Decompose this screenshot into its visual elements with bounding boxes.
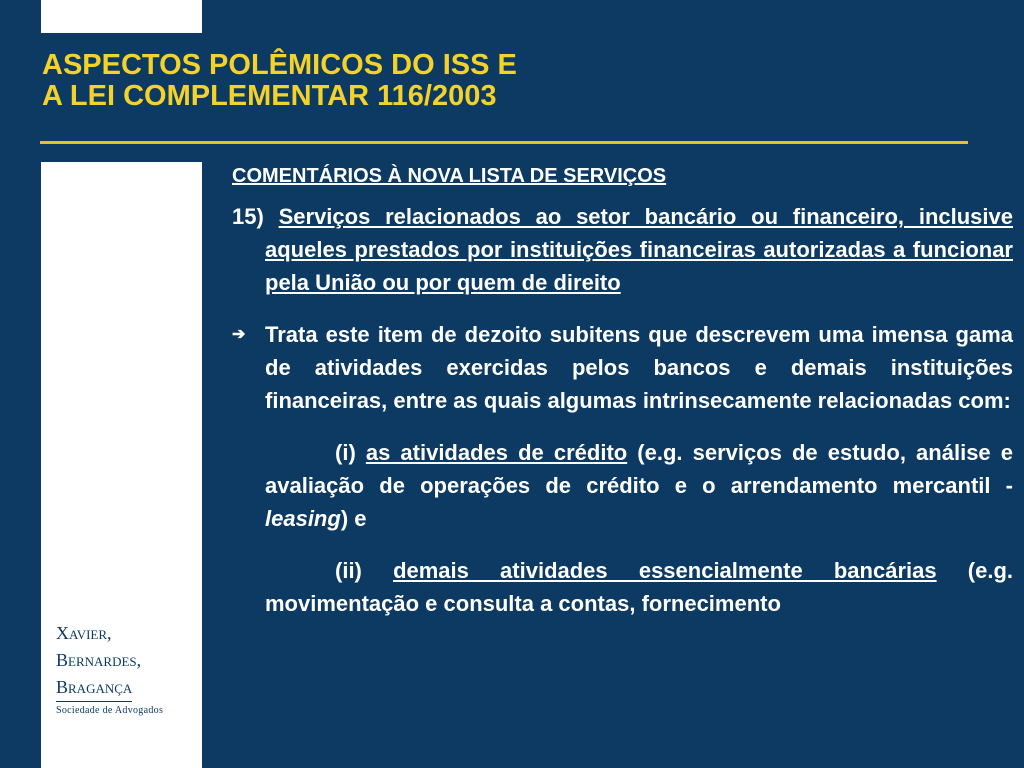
sub-item-i-number: (i) — [335, 440, 366, 465]
item-15 — [232, 200, 1013, 299]
section-heading: COMENTÁRIOS À NOVA LISTA DE SERVIÇOS — [232, 165, 667, 187]
slide-title — [42, 50, 517, 112]
bullet-text: Trata este item de dezoito subitens que descrevem uma imensa gama de atividades exercidas pelos bancos e demais instituições financeiras, entre as quais algumas intrinsecamente relacionadas com: — [265, 322, 1013, 413]
item-15-text: Serviços relacionados ao setor bancário ou financeiro, inclusive aqueles prestados por instituições financeiras autorizadas a funcionar pela União ou por quem de direito — [265, 204, 1013, 295]
arrow-right-icon: ➔ — [232, 326, 246, 343]
sub-item-i-text: (e.g. serviços de estudo, análise e avaliação de operações de crédito e o arrendamento mercantil - — [265, 440, 1013, 498]
logo-line-3: Bragança — [56, 674, 132, 702]
logo-line-2: Bernardes, — [56, 650, 142, 670]
sub-item-i-end: ) e — [340, 506, 367, 531]
slide-content — [232, 160, 1013, 639]
title-line-2: A LEI COMPLEMENTAR 116/2003 — [42, 80, 497, 112]
item-15-number: 15) — [232, 204, 279, 229]
title-line-1: ASPECTOS POLÊMICOS DO ISS E — [42, 49, 517, 81]
sub-item-i-italic: leasing — [265, 506, 341, 531]
sub-item-ii — [232, 554, 1013, 620]
bullet-paragraph — [232, 318, 1013, 417]
firm-logo — [56, 620, 192, 716]
sub-item-ii-text: (e.g. movimentação e consulta a contas, fornecimento — [265, 558, 1014, 616]
header-white-box — [41, 0, 202, 33]
title-divider — [40, 141, 968, 144]
sub-item-i-link: as atividades de crédito — [365, 440, 628, 465]
sub-item-ii-link: demais atividades essencialmente bancárias — [393, 558, 937, 583]
logo-subtitle: Sociedade de Advogados — [56, 705, 164, 716]
logo-line-1: Xavier, — [56, 623, 112, 643]
sub-item-ii-number: (ii) — [335, 558, 394, 583]
sub-item-i — [232, 436, 1013, 535]
